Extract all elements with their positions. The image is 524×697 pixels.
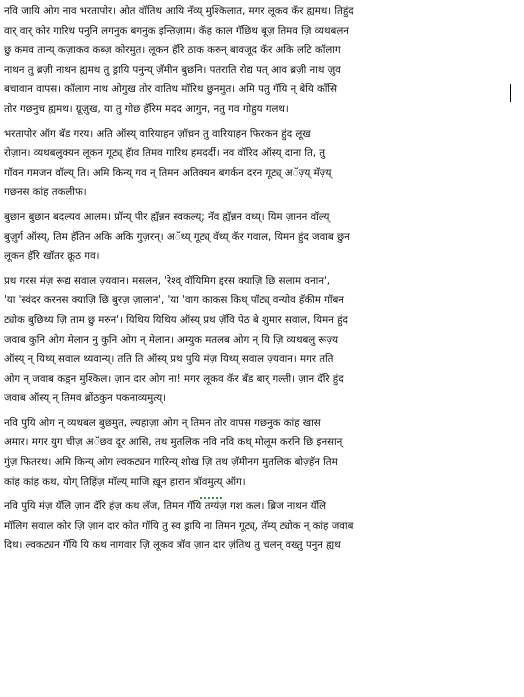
text-line: नवि पुयि ओग न् व्यथबल बुछमुत, ल्यहाज़ा ओग न् तिमन तोर वापस गछनुक कांह खास	[4, 417, 321, 429]
text-line: गुंज़ फितरथ। अमि किन्य् ओग ल्वकट्यन गारिन्य् शोख ज़ि तथ ज़ॅमीनग मुतलिक बोज़्हॅन तिम	[4, 457, 338, 469]
paragraph	[4, 208, 520, 267]
text-line: बुज़ुर्ग ऑस्य्, तिम हॅतिन अकि अकि गुज़रन्। अॅथ्य् गूट्य् वॅथ्य् कॅर गवाल, यिमन हुंद जवाब छुन	[4, 231, 350, 243]
text-line: बचावान वापस। कॉलाग नाथ ओगुख तोर वातिथ मॉरिथ छुनमुत। अमि पतु गॅयि न् बेयि काँसि	[4, 84, 337, 96]
document-page	[4, 2, 520, 561]
paragraph	[4, 414, 520, 492]
paragraph	[4, 272, 520, 409]
spellcheck-underline	[200, 494, 222, 499]
text-line: जवाब ऑस्य् न् तिमव ब्रोंठकुन पकनाव्यमुत्य्।	[4, 393, 166, 405]
text-line: ट्योक बुछिथ्य ज़ि ताम छु मरुन'। यिथिय यिथिय ऑस्य् प्रथ ज़ॅवि पेठ बे शुमार सवाल, यिमन हुंद	[4, 314, 348, 326]
paragraph	[4, 2, 520, 120]
text-line: नवि जायि ओग नाव भरतापोर। ओत वॉतिथ आयि नॅव्य् मुश्किलात, मगर लूकव कॅर ह्यमथ। तिहुंद	[4, 6, 354, 17]
text-line: 'या 'स्वंदर करनस क्याज़ि छि बुरज़ ज़ालान', 'या 'वाग काकस किथ् पॉट्य् वन्योव हॅकीम गॉबन	[4, 295, 344, 307]
text-line: गछनस कांह तकलीफ।	[4, 187, 87, 199]
text-line: लूकन हॅरि खॉतर क्रूठ गव।	[4, 251, 100, 263]
text-line: नाथन तु ब्रज़ी नाथन ह्यमथ तु ड्रायि पनुन्य् ज़ॅमीन बुछनि। पतराति रोद्य पत् आव ब्रज़ी नाथ ज़ुव	[4, 64, 341, 76]
text-line: नवि पुयि मंज़ यॅलि ज़ान दॅरि हंज़ कथ लॅज, तिमन गॅयि तग्यंज़ गश कल। ब्रिज नाथन यॅलि	[4, 501, 327, 513]
paragraph	[4, 497, 520, 556]
text-line: प्रथ गरस मंज़ रूद्य सवाल ज़्यवान। मसलन, 'रेश्व् वॉयिमिग द्दरस क्याज़ि छि सलाम वनान',	[4, 275, 331, 287]
text-line: वार् वार् कोर गारिथ पनुनि लगनुक बगनुक इन्तिज़ाम। कॅह काल गॅछिथ बूज़ तिमव ज़ि व्यथबलन	[4, 25, 349, 37]
text-line: कांह कांह कथ, योग् तिहिंज़ माॅल्य् माजि ख़ून हारान त्रॉवमुत्य् ऑग।	[4, 476, 246, 488]
text-line: ऑस्य् न् यिथ्य् सवाल थ्यवान्य्। तति ति ऑस्य् प्रथ पुयि मंज़ यिथ्य् सवाल ज़्यवान। मगर तति	[4, 354, 334, 366]
text-line: दिथ। ल्वकट्यन गॅयि यि कथ नागवार ज़ि लूकव त्रॉव ज़ान दार ज़ंतिथ तु चलन् वख्तु पनुन ह्यथ	[4, 540, 341, 552]
text-line: मॉलिग सवाल कोर ज़ि ज़ान दार कोत गॉयि तु स्व ड्रायि ना तिमन गूट्य्, तॅम्य् ट्योक न् कांह जवाब	[4, 520, 354, 532]
text-line: ओग न् जवाब कड़्न मुश्किल। ज़ान दार ओग ना! मगर लूकव कॅर बॅड बार् गल्ती। ज़ान दॅरि हुंद	[4, 373, 344, 385]
text-line: भरतापोर ऑग बॅड गरय। अति ऑस्य् वारियाहन ज़ॉच़न तु वारियाहन फिरकन हुंद लूख	[4, 128, 311, 140]
text-line: अमार। मगर युग चीज़ अॅछव दूर आसि, तथ मुतलिक नवि नवि कथ् मोलूम करनि छि इनसान्	[4, 437, 343, 449]
text-line: छु कमव तान्य् कज़ाकव कब्ज़ कोरमुत। लूकन हॅरि ठाक करुन् बावजूद कॅर अकि लटि कॉलाग	[4, 45, 341, 57]
text-line: बुछान बुछान बदल्यव आलम। प्रॉन्य् पीर ह्यॅन्नन स्वकल्य्; नॅव ह्यॅन्नन वथ्य्। यिम ज़ानन वॉल्य्	[4, 211, 330, 223]
text-cursor	[510, 84, 511, 102]
text-line: जवाब कुनि ओग मेलान नु कुनि ओग न् मेलान। अम्युक मतलब ओग न् यि ज़ि व्यथबलु रूज़्य	[4, 334, 339, 346]
text-line: रोज़ान। व्यथबलुक्यन लूकन गूट्य् हॅाव तिमव गारिथ हमदर्दी। नव वॉरिद ऑस्य् दाना ति, तु	[4, 148, 326, 160]
text-line: तोर गछनुच ह्यमथ। ग्रूज़ुख, या तु गोछ हॅरिम मदद आगुन, नतु गव गोहुय गलथ।	[4, 103, 289, 115]
text-line: गॉवन गमजन वॉल्य् ति। अमि किन्य् गव न् तिमन अतिक्यन बगर्कन दरन गूट्य् अॅज़्य् मॅज़्य्	[4, 167, 332, 179]
paragraph	[4, 125, 520, 203]
